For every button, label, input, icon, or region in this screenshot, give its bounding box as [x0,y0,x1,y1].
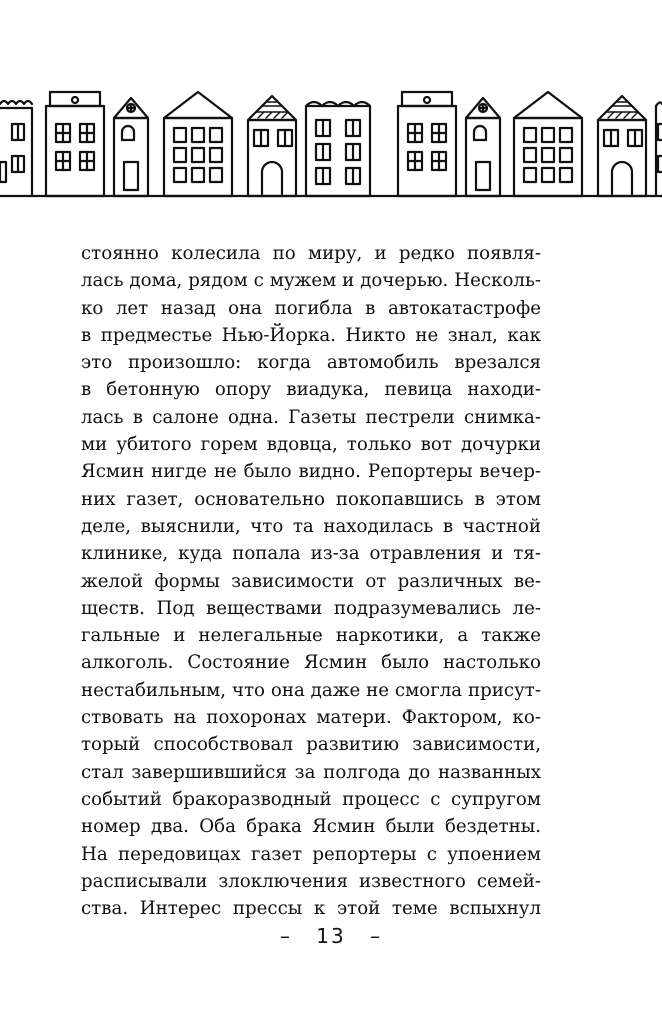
folio-dash-right: – [370,924,383,948]
houses-illustration [0,84,662,200]
text-line: в бетонную опору виадука, певица находи- [81,379,541,401]
body-text [81,240,541,922]
house-1 [46,92,104,196]
text-line: ществ. Под веществами подразумевались ле- [81,597,541,619]
house-9 [598,96,646,196]
text-line: стал завершившийся за полгода до названных [81,761,541,783]
text-line: нестабильным, что она даже не смогла присут- [81,679,541,701]
text-line: ми убитого горем вдовца, только вот дочурки [81,434,541,456]
house-8 [514,92,582,196]
house-6 [398,92,456,196]
house-partial-left [0,101,32,196]
folio-dash-left: – [279,924,292,948]
text-line: них газет, основательно покопавшись в этом [81,488,541,510]
text-line: в предместье Нью-Йорка. Никто не знал, как [81,324,541,346]
text-line: расписывали злоключения известного семей- [81,870,541,892]
text-line: желой формы зависимости от различных ве- [81,570,541,592]
text-line: торый способствовал развитию зависимости, [81,734,541,756]
text-line: ствовать на похоронах матери. Фактором, ко- [81,707,541,729]
text-line: это произошло: когда автомобиль врезался [81,352,541,374]
page-folio [0,924,662,948]
house-7 [466,98,500,196]
text-line: алкоголь. Состояние Ясмин было настолько [81,652,541,674]
text-line: деле, выяснили, что та находилась в частной [81,515,541,537]
house-partial-right [656,102,662,196]
text-line: гальные и нелегальные наркотики, а также [81,625,541,647]
text-line: событий бракоразводный процесс с супругом [81,788,541,810]
text-line: лась дома, рядом с мужем и дочерью. Несколь- [81,270,541,292]
text-line: стоянно колесила по миру, и редко появля- [81,243,541,264]
house-5 [306,102,370,196]
text-line: лась в салоне одна. Газеты пестрели снимка- [81,406,541,428]
page-number: 13 [316,924,346,948]
house-2 [114,98,148,196]
text-line: ко лет назад она погибла в автокатастрофе [81,297,541,319]
text-line: номер два. Оба брака Ясмин были бездетны. [81,816,541,838]
text-line: ства. Интерес прессы к этой теме вспыхнул [81,898,541,920]
text-line: клинике, куда попала из-за отравления и тя- [81,543,541,565]
house-4 [248,96,296,196]
text-line: На передовицах газет репортеры с упоением [81,843,541,865]
text-line: Ясмин нигде не было видно. Репортеры вечер- [81,461,541,483]
house-3 [164,92,232,196]
